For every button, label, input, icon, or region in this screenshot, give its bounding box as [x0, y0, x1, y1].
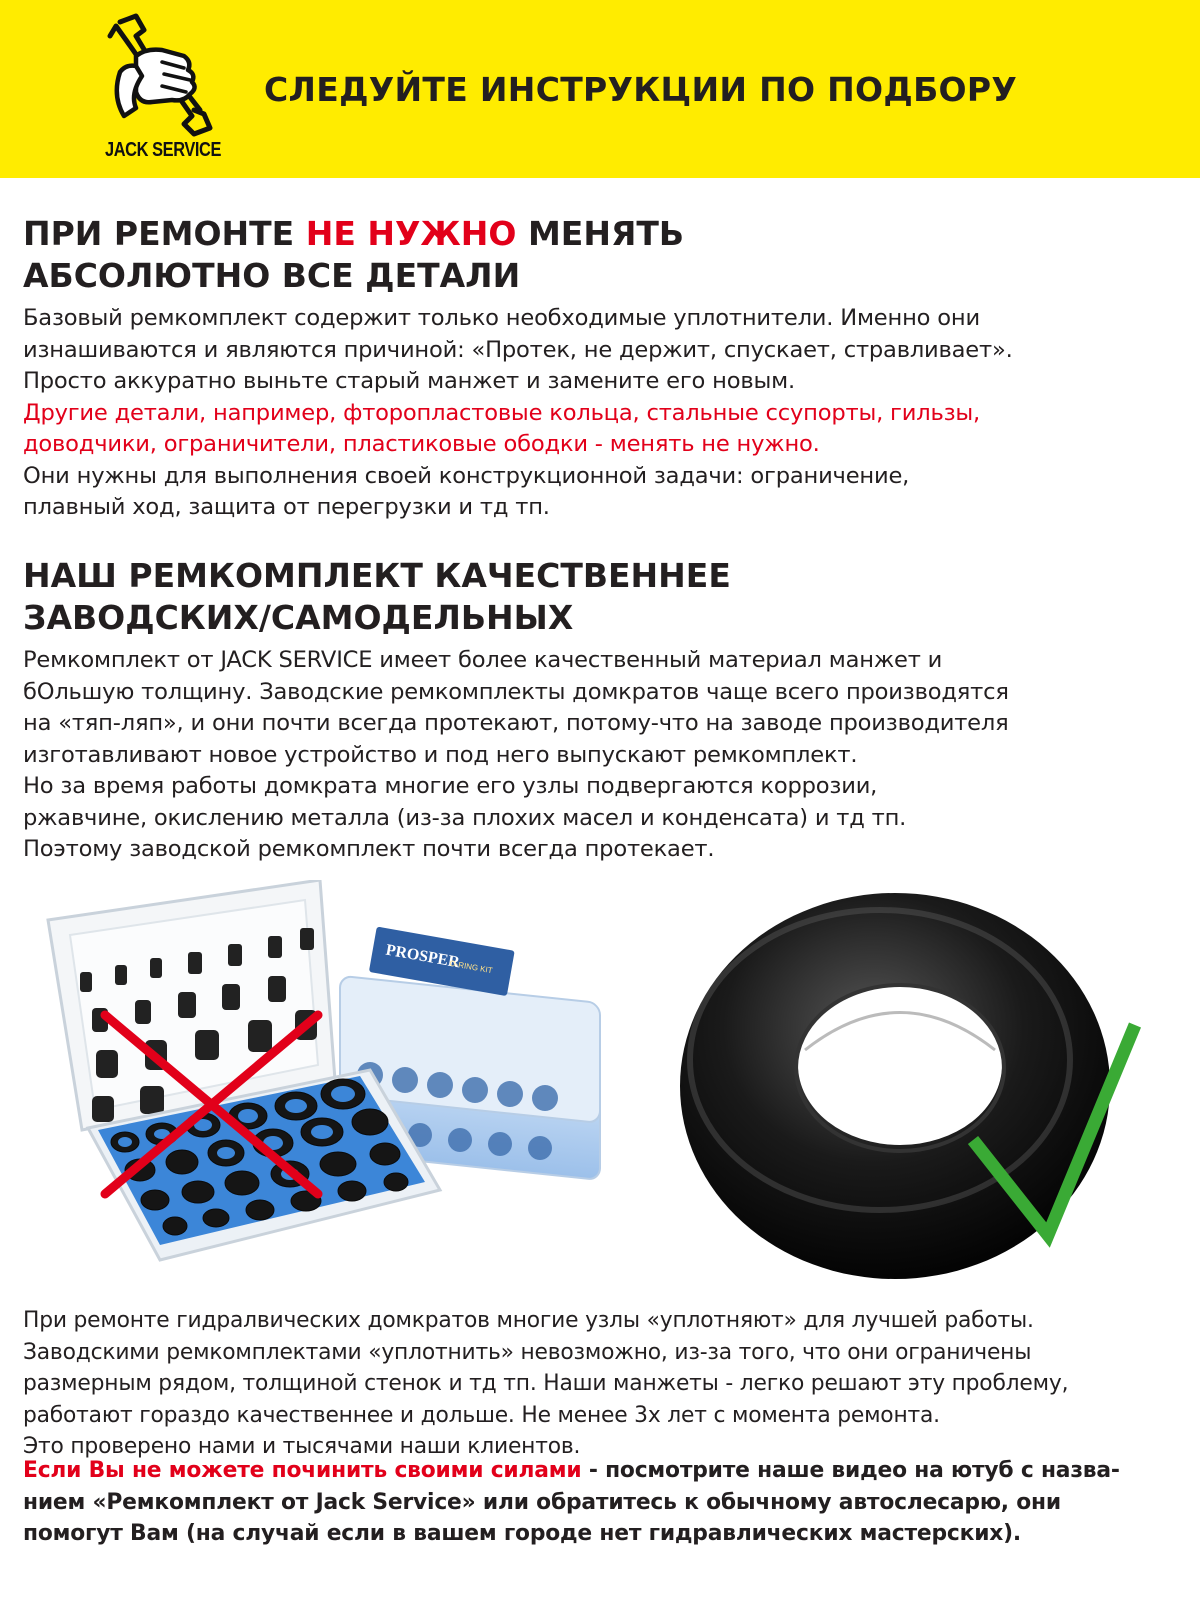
section1-title-part2: МЕНЯТЬ	[516, 214, 685, 253]
cta-line2: нием «Ремкомплект от Jack Service» или обратитесь к обычному автослесарю, они	[23, 1489, 1061, 1515]
section1-body	[23, 303, 1183, 524]
section2-body	[23, 645, 1183, 866]
paragraph-line: Просто аккуратно выньте старый манжет и замените его новым.	[23, 368, 795, 394]
o-ring-photo	[680, 893, 1135, 1279]
brand-logo	[88, 12, 238, 167]
paragraph-line: ржавчине, окислению металла (из-за плохих масел и конденсата) и тд тп.	[23, 804, 907, 831]
paragraph-line: Они нужны для выполнения своей конструкционной задачи: ограничение,	[23, 462, 910, 489]
paragraph-line: плавный ход, защита от перегрузки и тд тп.	[23, 494, 550, 520]
paragraph-line: Ремкомплект от JACK SERVICE имеет более качественный материал манжет и	[23, 647, 943, 673]
section1-title-line2: АБСОЛЮТНО ВСЕ ДЕТАЛИ	[23, 256, 521, 295]
paragraph-line: Это проверено нами и тысячами наши клиентов.	[23, 1434, 581, 1459]
banner-title: СЛЕДУЙТЕ ИНСТРУКЦИИ ПО ПОДБОРУ	[264, 70, 1018, 109]
warning-line: Другие детали, например, фторопластовые кольца, стальные ссупорты, гильзы,	[23, 399, 981, 426]
cta-line1-rest: - посмотрите наше видео на ютуб с назва-	[581, 1458, 1120, 1483]
paragraph-line: Заводскими ремкомплектами «уплотнить» невозможно, из-за того, что они ограничены	[23, 1339, 1032, 1365]
paragraph-line: Поэтому заводской ремкомплект почти всегда протекает.	[23, 836, 715, 862]
cta-paragraph	[23, 1455, 1183, 1550]
header-banner	[0, 0, 1200, 178]
paragraph-line: на «тяп-ляп», и они почти всегда протекают, потому-что на заводе производителя	[23, 710, 1009, 736]
section1-title-highlight: НЕ НУЖНО	[305, 214, 517, 253]
paragraph-line: изготавливают новое устройство и под него выпускают ремкомплект.	[23, 741, 858, 768]
wrench-fist-icon	[106, 12, 216, 138]
section1-title-part1: ПРИ РЕМОНТЕ	[23, 214, 306, 253]
warning-line: доводчики, ограничители, пластиковые ободки - менять не нужно.	[23, 431, 820, 457]
section2-title-line2: ЗАВОДСКИХ/САМОДЕЛЬНЫХ	[23, 598, 574, 637]
paragraph-line: Но за время работы домкрата многие его узлы подвергаются коррозии,	[23, 773, 878, 799]
paragraph-line: При ремонте гидралвических домкратов многие узлы «уплотняют» для лучшей работы.	[23, 1308, 1034, 1333]
kit-brand-sublabel: O-RING KIT	[448, 958, 494, 976]
bottom-paragraph	[23, 1305, 1183, 1463]
brand-name: JACK SERVICE	[104, 139, 221, 161]
paragraph-line: изнашиваются и являются причиной: «Протек, не держит, спускает, стравливает».	[23, 336, 1013, 363]
kit-brand-label: PROSPER	[384, 941, 461, 972]
factory-kit-photo	[48, 880, 600, 1260]
paragraph-line: Базовый ремкомплект содержит только необходимые уплотнители. Именно они	[23, 305, 980, 331]
section2-title-line1: НАШ РЕМКОМПЛЕКТ КАЧЕСТВЕННЕЕ	[23, 556, 731, 595]
cta-line3: помогут Вам (на случай если в вашем городе нет гидравлических мастерских).	[23, 1521, 1021, 1546]
cta-red-text: Если Вы не можете починить своими силами	[23, 1458, 582, 1483]
section1-title	[23, 213, 684, 297]
section2-title	[23, 555, 731, 639]
paragraph-line: размерным рядом, толщиной стенок и тд тп. Наши манжеты - легко решают эту проблему,	[23, 1371, 1069, 1396]
paragraph-line: бОльшую толщину. Заводские ремкомплекты домкратов чаще всего производятся	[23, 678, 1009, 705]
comparison-photos	[0, 880, 1200, 1300]
paragraph-line: работают гораздо качественнее и дольше. Не менее 3х лет с момента ремонта.	[23, 1402, 940, 1428]
